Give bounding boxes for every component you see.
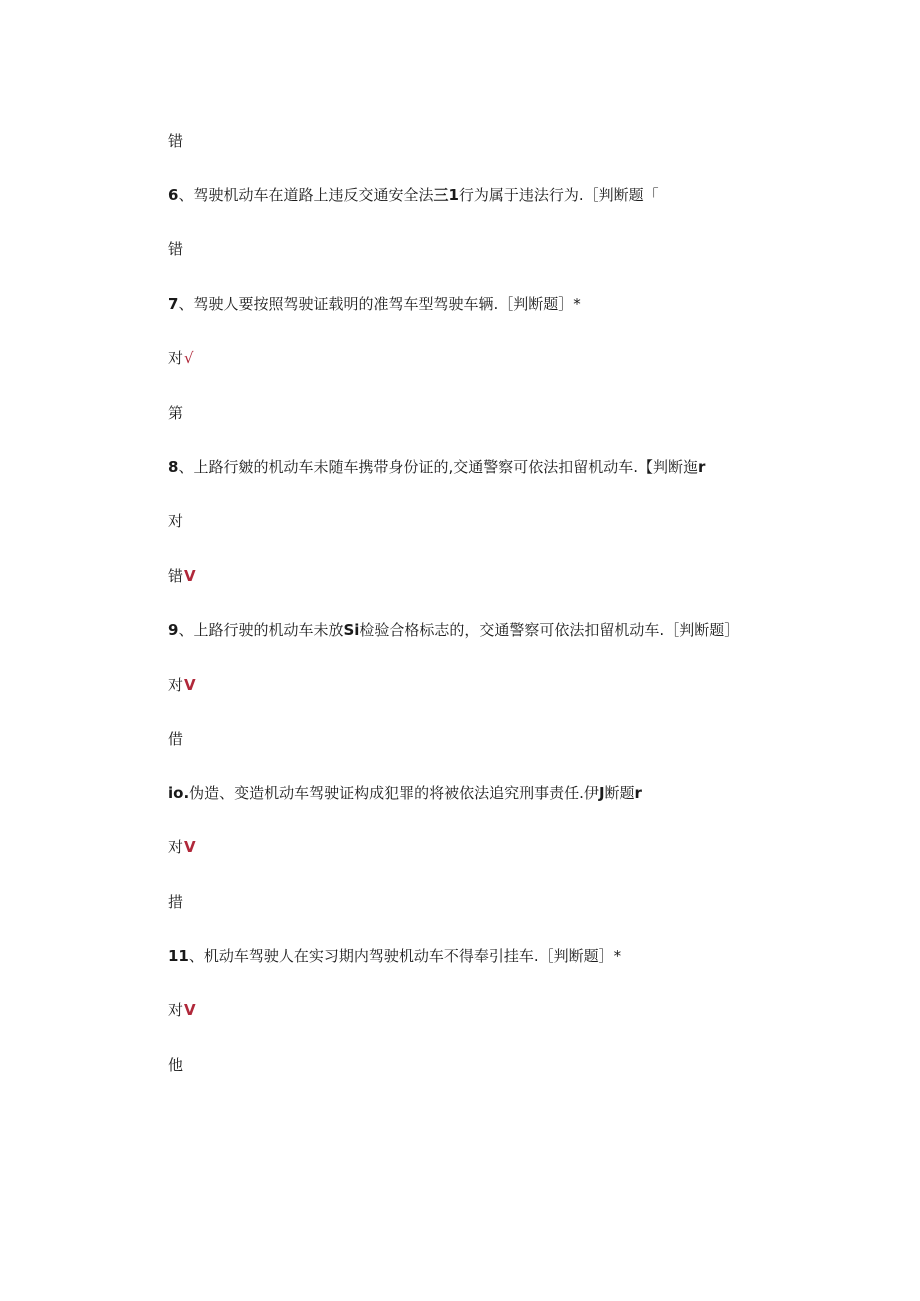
question-8 — [168, 457, 705, 477]
answer-option — [168, 511, 183, 531]
answer-text: 借 — [168, 730, 184, 748]
question-6 — [168, 185, 659, 205]
question-text: 上路行皴的机动车未随车携带身份证的,交通警察可依法扣留机动车.【判断迤 — [193, 458, 698, 476]
question-text: 上路行驶的机动车未放 — [193, 621, 344, 639]
question-11 — [168, 946, 621, 966]
question-separator: 、 — [178, 295, 194, 313]
question-ocr-fragment: Si — [343, 621, 360, 639]
answer-option — [168, 837, 196, 857]
question-number: 6 — [168, 186, 179, 204]
question-text-tail: 检验合格标志的，交通警察可依法扣留机动车.［判断题］ — [359, 621, 740, 639]
answer-text: 错 — [168, 240, 184, 258]
answer-option — [168, 675, 196, 695]
answer-text: 对 — [168, 512, 184, 530]
correct-check-icon: V — [184, 567, 196, 585]
answer-option — [168, 239, 183, 259]
question-number: 8 — [168, 458, 179, 476]
answer-option — [168, 403, 183, 423]
question-separator: 、 — [178, 458, 194, 476]
question-text-tail: 行为属于违法行为.［判断题「 — [458, 186, 659, 204]
answer-option — [168, 131, 183, 151]
question-text: 驾驶机动车在道路上违反交通安全法 — [193, 186, 434, 204]
question-ocr-fragment: J — [598, 784, 605, 802]
correct-check-icon: V — [184, 676, 196, 694]
question-separator: 、 — [178, 621, 194, 639]
question-ocr-fragment-end: r — [634, 784, 642, 802]
answer-text: 错 — [168, 132, 184, 150]
question-separator: 、 — [178, 186, 194, 204]
answer-option — [168, 729, 183, 749]
answer-text: 措 — [168, 893, 184, 911]
question-9 — [168, 620, 739, 640]
answer-option — [168, 566, 196, 586]
question-text: 驾驶人要按照驾驶证载明的准驾车型驾驶车辆.［判断题］* — [193, 295, 581, 313]
question-ocr-fragment: 三1 — [433, 186, 459, 204]
answer-text: 错 — [168, 567, 184, 585]
answer-text: 他 — [168, 1056, 184, 1074]
question-number: 7 — [168, 295, 179, 313]
answer-option — [168, 348, 194, 368]
answer-option — [168, 892, 183, 912]
answer-option — [168, 1055, 183, 1075]
answer-text: 对 — [168, 676, 184, 694]
answer-text: 对 — [168, 349, 184, 367]
question-7 — [168, 294, 581, 314]
question-number: 11 — [168, 947, 189, 965]
question-number: 9 — [168, 621, 179, 639]
question-text-tail: 断题 — [604, 784, 635, 802]
question-number: io. — [168, 784, 190, 802]
question-10 — [168, 783, 642, 803]
answer-text: 第 — [168, 404, 184, 422]
answer-text: 对 — [168, 1001, 184, 1019]
question-separator: 、 — [188, 947, 204, 965]
question-ocr-fragment: r — [698, 458, 706, 476]
correct-check-icon: V — [184, 838, 196, 856]
question-text: 伪造、变造机动车驾驶证构成犯罪的将被依法追究刑事责任.伊 — [189, 784, 599, 802]
answer-text: 对 — [168, 838, 184, 856]
correct-check-icon: √ — [184, 349, 194, 367]
answer-option — [168, 1000, 196, 1020]
correct-check-icon: V — [184, 1001, 196, 1019]
question-text: 机动车驾驶人在实习期内驾驶机动车不得奉引挂车.［判断题］* — [203, 947, 622, 965]
